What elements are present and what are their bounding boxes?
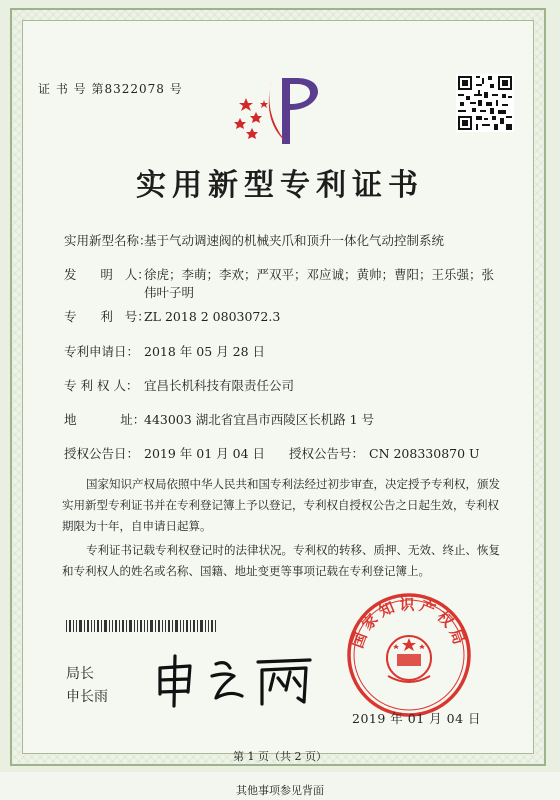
legal-status-note: 专利证书记载专利权登记时的法律状况。专利权的转移、质押、无效、终止、恢复和专利权人的姓名或名称、国籍、地址变更等事项记载在专利登记簿上。 <box>62 543 500 578</box>
field-label: 专 利 号： <box>64 309 150 324</box>
field-address <box>64 411 504 429</box>
field-label: 实用新型名称： <box>64 233 152 248</box>
grant-statement: 国家知识产权局依照中华人民共和国专利法经过初步审查，决定授予专利权，颁发实用新型专利证书并在专利登记簿上予以登记，专利权自授权公告之日起生效，专利权期限为十年，自申请日起算。 <box>62 477 500 533</box>
patent-office-logo-icon <box>230 70 330 150</box>
field-label: 地 址： <box>64 412 146 427</box>
field-value: 徐虎；李萌；李欢；严双平；邓应诚；黄帅；曹阳；王乐强；张伟叶子明 <box>144 267 495 300</box>
field-label: 授权公告日： <box>64 446 140 461</box>
footer-note: 其他事项参见背面 <box>236 784 324 797</box>
field-label: 专 利 权 人： <box>64 378 139 393</box>
field-value: 2018 年 05 月 28 日 <box>144 344 265 359</box>
barcode-icon <box>66 620 216 632</box>
field-grant-date <box>64 445 504 463</box>
field-label: 专利申请日： <box>64 344 140 359</box>
field-value: 2019 年 01 月 04 日 <box>144 446 265 461</box>
handwritten-signature <box>150 650 320 710</box>
field-value: 宜昌长机科技有限责任公司 <box>144 378 295 393</box>
certificate-number: 证 书 号 第8322078 号 <box>38 82 183 96</box>
grant-number-label: 授权公告号： <box>289 446 365 461</box>
field-invention-name <box>64 232 504 250</box>
seal-date: 2019 年 01 月 04 日 <box>352 711 481 726</box>
field-label: 发 明 人： <box>64 267 150 282</box>
director-name: 申长雨 <box>66 689 108 705</box>
seal-text: 国家知识产权局 <box>348 595 470 651</box>
official-seal-icon <box>346 592 472 718</box>
field-inventors <box>64 266 504 300</box>
field-patent-number <box>64 308 504 326</box>
certificate-title: 实用新型专利证书 <box>136 168 424 203</box>
field-value: 基于气动调速阀的机械夹爪和顶升一体化气动控制系统 <box>144 233 445 248</box>
field-patentee <box>64 377 504 395</box>
director-title: 局长 <box>66 666 94 682</box>
grant-number-value: CN 208330870 U <box>369 446 480 461</box>
page-number: 第 1 页（共 2 页） <box>233 750 327 763</box>
field-value: ZL 2018 2 0803072.3 <box>144 309 281 324</box>
field-application-date <box>64 343 504 361</box>
qr-code-icon <box>456 72 514 134</box>
field-value: 443003 湖北省宜昌市西陵区长机路 1 号 <box>144 412 375 427</box>
